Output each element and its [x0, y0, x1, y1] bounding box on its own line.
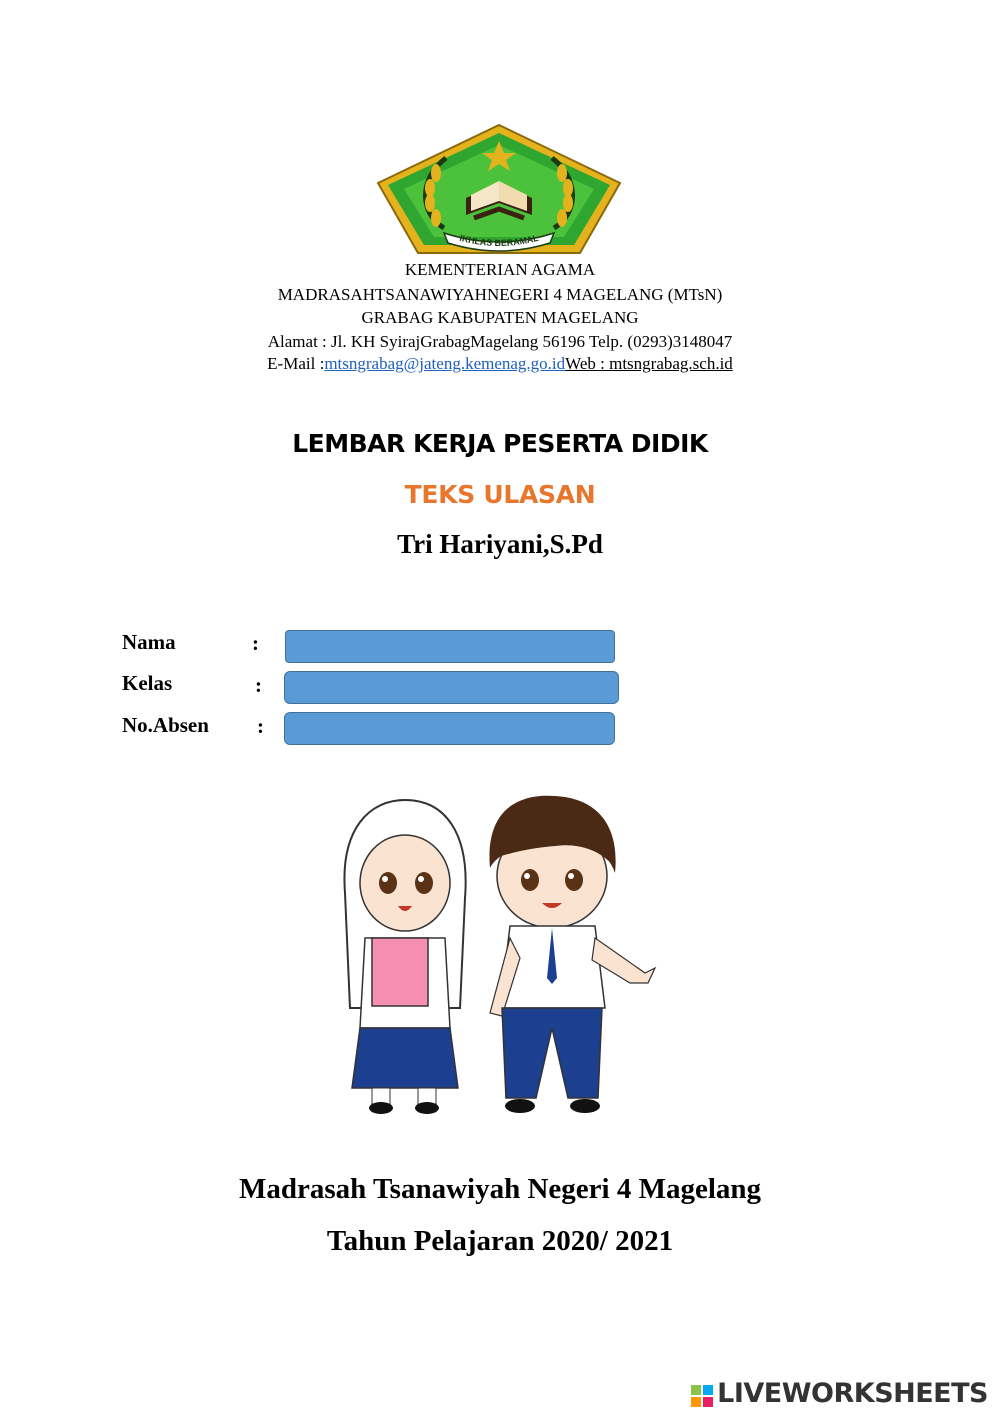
worksheet-title: LEMBAR KERJA PESERTA DIDIK	[292, 429, 708, 458]
boy-student-figure	[489, 796, 655, 1113]
colon: :	[255, 673, 262, 697]
liveworksheets-icon	[691, 1383, 713, 1405]
colon: :	[252, 631, 259, 655]
logo-motto: IKHLAS BERAMAL	[458, 232, 540, 249]
field-label-nama: Nama	[122, 630, 176, 654]
header-contact	[0, 353, 1000, 375]
teacher-name: Tri Hariyani,S.Pd	[397, 529, 603, 559]
liveworksheets-brand[interactable]	[691, 1378, 988, 1409]
no-absen-input[interactable]	[284, 712, 615, 745]
email-link[interactable]: mtsngrabag@jateng.kemenag.go.id	[324, 354, 566, 373]
header-school-name: MADRASAHTSANAWIYAHNEGERI 4 MAGELANG (MTsN)	[277, 285, 723, 304]
kemenag-emblem-logo	[374, 123, 624, 255]
header-district: GRABAG KABUPATEN MAGELANG	[361, 308, 639, 327]
girl-student-figure	[344, 800, 465, 1114]
footer-school: Madrasah Tsanawiyah Negeri 4 Magelang	[238, 1173, 762, 1205]
web-link[interactable]: Web : mtsngrabag.sch.id	[565, 354, 733, 373]
students-illustration	[330, 788, 670, 1128]
nama-input[interactable]	[285, 630, 615, 663]
field-label-no-absen: No.Absen	[122, 713, 209, 737]
email-label: E-Mail :	[267, 354, 325, 373]
footer-academic-year: Tahun Pelajaran 2020/ 2021	[326, 1225, 674, 1257]
subject-title: TEKS ULASAN	[404, 480, 596, 509]
header-ministry: KEMENTERIAN AGAMA	[404, 260, 596, 279]
field-label-kelas: Kelas	[122, 671, 173, 695]
header-address: Alamat : Jl. KH SyirajGrabagMagelang 56196 Telp. (0293)3148047	[267, 332, 733, 351]
colon: :	[257, 714, 264, 738]
brand-name: LIVEWORKSHEETS	[717, 1378, 988, 1409]
kelas-input[interactable]	[284, 671, 619, 704]
